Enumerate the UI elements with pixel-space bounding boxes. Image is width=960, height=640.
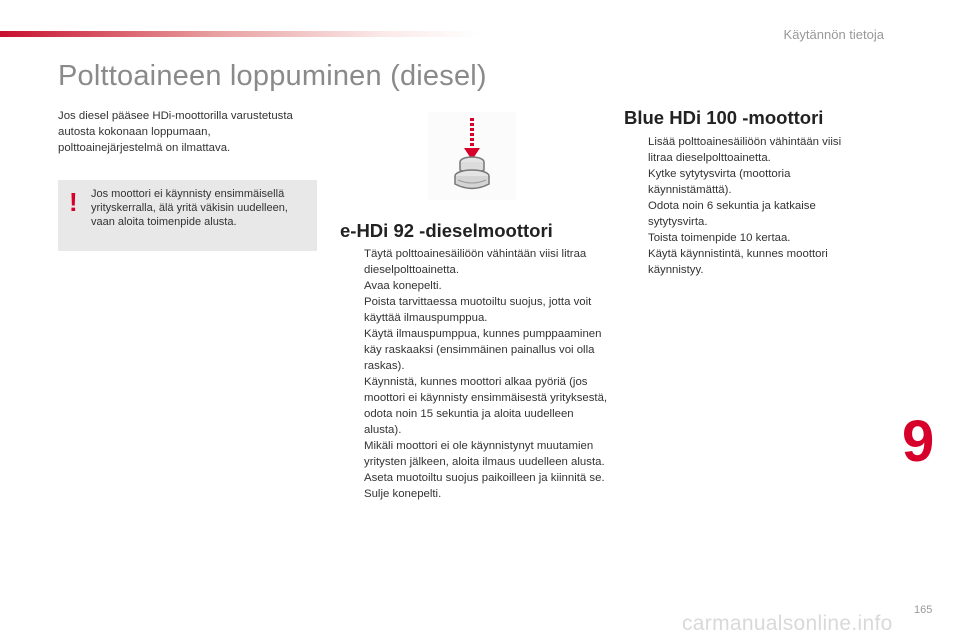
ehdi-heading: e-HDi 92 -dieselmoottori — [340, 220, 553, 241]
list-item: Täytä polttoainesäiliöön vähintään viisi litraa dieselpolttoainetta. — [364, 248, 587, 276]
warning-text: Jos moottori ei käynnisty ensimmäisellä yrityskerralla, älä yritä väkisin uudelleen, vaan aloita toimenpide alusta. — [91, 188, 288, 228]
blue-hdi-steps-list — [624, 134, 864, 278]
page-number: 165 — [914, 604, 933, 616]
blue-hdi-heading: Blue HDi 100 -moottori — [624, 107, 824, 128]
list-item: Avaa konepelti. — [364, 280, 442, 292]
list-item: Odota noin 6 sekuntia ja katkaise sytytysvirta. — [648, 200, 816, 228]
list-item: Kytke sytytysvirta (moottoria käynnistämättä). — [648, 168, 791, 196]
ehdi-steps-list — [340, 246, 608, 502]
list-item: Aseta muotoiltu suojus paikoilleen ja kiinnitä se. — [364, 472, 605, 484]
list-item: Käytä käynnistintä, kunnes moottori käynnistyy. — [648, 248, 828, 276]
list-item: Toista toimenpide 10 kertaa. — [648, 232, 791, 244]
header-gradient-bar — [0, 31, 480, 37]
watermark: carmanualsonline.info — [682, 612, 893, 635]
fuel-pump-bulb-icon — [428, 112, 516, 200]
chapter-number: 9 — [902, 409, 935, 474]
list-item: Poista tarvittaessa muotoiltu suojus, jotta voit käyttää ilmauspumppua. — [364, 296, 592, 324]
warning-box — [58, 180, 317, 251]
list-item: Lisää polttoainesäiliöön vähintään viisi litraa dieselpolttoainetta. — [648, 136, 842, 164]
section-title: Käytännön tietoja — [783, 27, 884, 42]
list-item: Mikäli moottori ei ole käynnistynyt muutamien yritysten jälkeen, aloita ilmaus uudelleen alusta. — [364, 440, 605, 468]
page-title: Polttoaineen loppuminen (diesel) — [58, 60, 487, 92]
intro-paragraph: Jos diesel pääsee HDi-moottorilla varustetusta autosta kokonaan loppumaan, polttoainejärjestelmä on ilmattava. — [58, 110, 293, 154]
list-item: Käytä ilmauspumppua, kunnes pumppaaminen käy raskaaksi (ensimmäinen painallus voi olla raskas). — [364, 328, 602, 372]
list-item: Sulje konepelti. — [364, 488, 442, 500]
warning-icon: ! — [69, 187, 78, 217]
list-item: Käynnistä, kunnes moottori alkaa pyöriä (jos moottori ei käynnisty ensimmäisestä yrityksestä, odota noin 15 sekuntia ja aloita uudelleen alusta). — [364, 376, 608, 436]
